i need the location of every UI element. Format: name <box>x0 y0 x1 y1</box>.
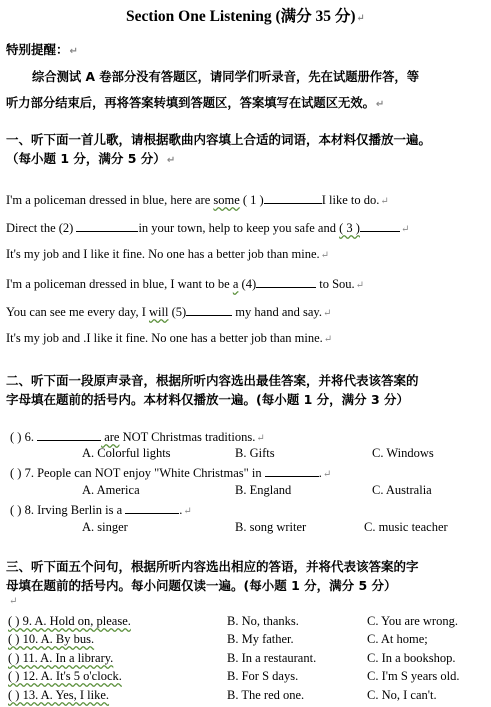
q10-option-b[interactable]: B. My father. <box>227 632 294 646</box>
q11-option-a[interactable] <box>8 651 113 666</box>
part2-heading-line1: 二、听下面一段原声录音，根据所听内容选出最佳答案，并将代表该答案的 <box>6 373 419 388</box>
song-line-4-a: I'm a policeman dressed in blue, I want to be <box>6 277 233 291</box>
part2-subheading <box>6 390 409 408</box>
q6-stem: ( ) 6. are NOT Christmas traditions.↵ <box>10 430 265 444</box>
part2-heading-line2: 字母填在题前的括号内。本材料仅播放一遍。(每小题 1 分，满分 3 分） <box>6 392 410 407</box>
q7-option-c[interactable]: C. Australia <box>372 483 432 497</box>
part1-heading <box>6 130 431 148</box>
q6-option-a[interactable]: A. Colorful lights <box>82 446 171 460</box>
song-line-1-b: ( 1 ) <box>239 193 264 207</box>
blank-3[interactable] <box>360 219 400 232</box>
q8-option-c[interactable]: C. music teacher <box>364 520 448 534</box>
song-line-5-a: You can see me every day, I <box>6 305 150 319</box>
q6-stem-c: NOT Christmas traditions. <box>119 430 256 444</box>
q7-stem: ( ) 7. People can NOT enjoy "White Christmas" in .↵ <box>10 466 332 480</box>
q9-option-c[interactable]: C. You are wrong. <box>367 614 458 628</box>
q12-option-b[interactable]: B. For S days. <box>227 669 299 683</box>
song-line-4-c: to Sou. <box>316 277 355 291</box>
q10-option-a[interactable] <box>8 632 94 647</box>
section-title-text: Section One Listening (满分 35 分) <box>126 8 356 25</box>
q7-stem-a: ( ) 7. People can NOT enjoy "White Christmas" in <box>10 466 265 480</box>
song-line-1-w: some <box>213 193 240 207</box>
blank-line-mark: ↵ <box>9 596 18 607</box>
notice-label-text: 特别提醒： <box>6 42 69 57</box>
q6-blank[interactable] <box>37 428 101 441</box>
song-line-2-w: ( 3 ) <box>339 221 360 235</box>
q7-blank[interactable] <box>265 464 319 477</box>
song-line-4-b: (4) <box>238 277 257 291</box>
q7-option-b[interactable]: B. England <box>235 483 292 497</box>
part1-subheading: （每小题 1 分，满分 5 分）↵ <box>6 151 176 166</box>
q11-option-b[interactable]: B. In a restaurant. <box>227 651 317 665</box>
song-line-5-w: will <box>149 305 169 319</box>
blank-2[interactable] <box>76 219 138 232</box>
song-line-6: It's my job and .I like it fine. No one has a better job than mine.↵ <box>6 331 333 345</box>
part2-heading <box>6 371 419 389</box>
song-line-5-b: (5) <box>168 305 187 319</box>
part3-heading-line2: 母填在题前的括号内。每小问题仅读一遍。(每小题 1 分，满分 5 分） <box>6 578 397 593</box>
q7-option-a[interactable]: A. America <box>82 483 140 497</box>
q8-option-a[interactable]: A. singer <box>82 520 128 534</box>
q13-option-c[interactable]: C. No, I can't. <box>367 688 437 702</box>
section-title: Section One Listening (满分 35 分)↵ <box>126 8 365 25</box>
q8-stem-a: ( ) 8. Irving Berlin is a <box>10 503 126 517</box>
blank-4[interactable] <box>256 275 316 288</box>
notice-line-2-text: 听力部分结束后，再将答案转填到答题区，答案填写在试题区无效。 <box>6 96 375 110</box>
q13-option-a-text: ( ) 13. A. Yes, I like. <box>8 688 110 702</box>
q10-option-a-text: ( ) 10. A. By bus. <box>8 632 95 646</box>
q12-option-a-text: ( ) 12. A. It's 5 o'clock. <box>8 669 122 683</box>
notice-label: 特别提醒：↵ <box>6 42 78 57</box>
q11-option-a-text: ( ) 11. A. In a library. <box>8 651 114 665</box>
song-line-4: I'm a policeman dressed in blue, I want to be a (4) to Sou.↵ <box>6 277 365 291</box>
q8-stem: ( ) 8. Irving Berlin is a .↵ <box>10 503 192 517</box>
song-line-1: I'm a policeman dressed in blue, here are some ( 1 ) I like to do.↵ <box>6 193 389 207</box>
song-line-3: It's my job and I like it fine. No one has a better job than mine.↵ <box>6 247 330 261</box>
q12-option-c[interactable]: C. I'm S years old. <box>367 669 460 683</box>
notice-line-1 <box>32 67 419 85</box>
q9-option-a-text: ( ) 9. A. Hold on, please. <box>8 614 131 628</box>
part3-heading <box>6 557 419 575</box>
notice-line-2: 听力部分结束后，再将答案转填到答题区，答案填写在试题区无效。↵ <box>6 96 385 110</box>
q10-option-c[interactable]: C. At home; <box>367 632 428 646</box>
song-line-2-a: Direct the (2) <box>6 221 77 235</box>
song-line-6-text: It's my job and .I like it fine. No one has a better job than mine. <box>6 331 323 345</box>
q9-option-b[interactable]: B. No, thanks. <box>227 614 299 628</box>
notice-line-1-text: 综合测试 A 卷部分没有答题区，请同学们听录音，先在试题册作答，等 <box>32 70 419 84</box>
q6-stem-b: are <box>101 430 120 444</box>
part1-heading-line1: 一、听下面一首儿歌，请根据歌曲内容填上合适的词语，本材料仅播放一遍。 <box>6 132 432 147</box>
song-line-1-c: I like to do. <box>321 193 380 207</box>
song-line-1-a: I'm a policeman dressed in blue, here are <box>6 193 214 207</box>
song-line-2-b: in your town, help to keep you safe and <box>138 221 340 235</box>
song-line-5: You can see me every day, I will (5) my hand and say.↵ <box>6 305 332 319</box>
song-line-4-w: a <box>232 277 239 291</box>
q6-option-c[interactable]: C. Windows <box>372 446 434 460</box>
song-line-3-text: It's my job and I like it fine. No one has a better job than mine. <box>6 247 320 261</box>
q12-option-a[interactable] <box>8 669 122 684</box>
part3-subheading <box>6 576 397 594</box>
blank-5[interactable] <box>186 303 232 316</box>
q13-option-a[interactable] <box>8 688 109 703</box>
q7-stem-c: . <box>318 466 322 480</box>
part1-heading-line2: （每小题 1 分，满分 5 分） <box>6 151 166 166</box>
q8-stem-c: . <box>179 503 183 517</box>
q9-option-a[interactable] <box>8 614 131 629</box>
blank-1[interactable] <box>264 191 322 204</box>
q11-option-c[interactable]: C. In a bookshop. <box>367 651 456 665</box>
song-line-5-c: my hand and say. <box>232 305 322 319</box>
q13-option-b[interactable]: B. The red one. <box>227 688 305 702</box>
part3-heading-line1: 三、听下面五个问句，根据所听内容选出相应的答语，并将代表该答案的字 <box>6 559 419 574</box>
song-line-2: Direct the (2) in your town, help to keep you safe and ( 3 ) ↵ <box>6 221 410 235</box>
q6-stem-a: ( ) 6. <box>10 430 38 444</box>
q8-blank[interactable] <box>125 501 179 514</box>
q6-option-b[interactable]: B. Gifts <box>235 446 275 460</box>
q8-option-b[interactable]: B. song writer <box>235 520 307 534</box>
